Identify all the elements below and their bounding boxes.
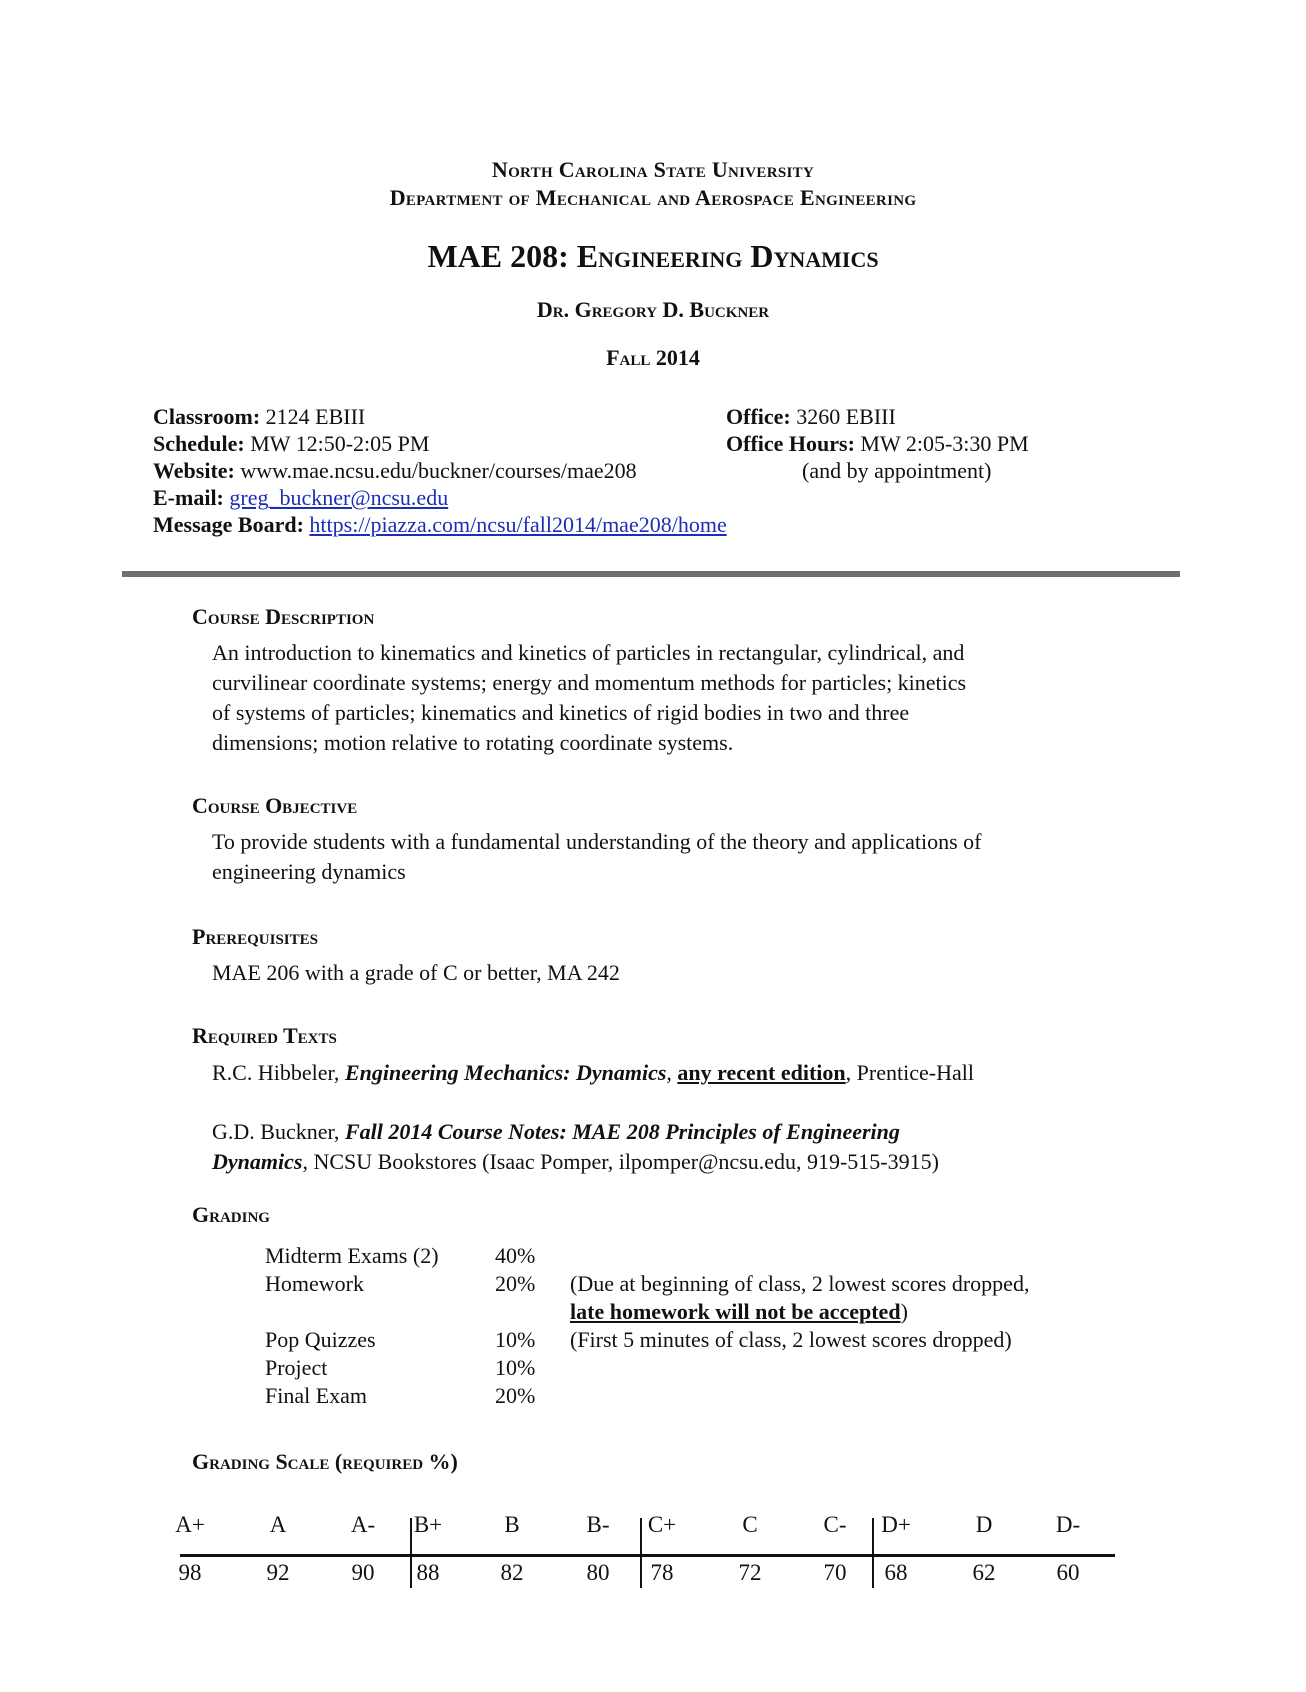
scale-divider bbox=[410, 1518, 412, 1588]
description-line: An introduction to kinematics and kinetics of particles in rectangular, cylindrical, and bbox=[212, 640, 965, 665]
board-link[interactable]: https://piazza.com/ncsu/fall2014/mae208/home bbox=[309, 512, 727, 537]
grading-item: Midterm Exams (2) bbox=[265, 1243, 439, 1268]
grading-item bbox=[265, 1298, 439, 1326]
text2-author: G.D. Buckner, bbox=[212, 1119, 340, 1144]
grading-pct: 20% bbox=[495, 1271, 536, 1296]
objective-heading: Course Objective bbox=[192, 793, 358, 818]
hours-line bbox=[726, 430, 1029, 457]
grading-pct bbox=[495, 1298, 535, 1326]
schedule-value: MW 12:50-2:05 PM bbox=[250, 431, 430, 456]
grading-pct: 10% bbox=[495, 1355, 536, 1380]
late-homework-note: late homework will not be accepted bbox=[570, 1299, 901, 1324]
scale-grade: D bbox=[975, 1512, 993, 1537]
department-name: Department of Mechanical and Aerospace Engineering bbox=[389, 185, 917, 210]
text1-title: Engineering Mechanics: Dynamics bbox=[344, 1060, 667, 1085]
grading-pct: 40% bbox=[495, 1243, 536, 1268]
course-code: MAE 208: bbox=[427, 238, 569, 274]
scale-rule bbox=[180, 1554, 1115, 1557]
scale-divider bbox=[872, 1518, 874, 1588]
info-left bbox=[153, 403, 727, 538]
scale-heading: Grading Scale (required %) bbox=[192, 1449, 458, 1474]
schedule-line bbox=[153, 430, 727, 457]
website-value: www.mae.ncsu.edu/buckner/courses/mae208 bbox=[240, 458, 637, 483]
grading-notes bbox=[570, 1242, 1029, 1354]
grading-note: (Due at beginning of class, 2 lowest scores dropped, bbox=[570, 1271, 1030, 1296]
scale-min: 80 bbox=[586, 1560, 610, 1585]
scale-grade: C- bbox=[823, 1512, 847, 1537]
description-text bbox=[212, 638, 966, 758]
hours-label: Office Hours: bbox=[726, 431, 855, 456]
text1-publisher: , Prentice-Hall bbox=[845, 1060, 974, 1085]
hours-note: (and by appointment) bbox=[802, 458, 992, 483]
course-name: Engineering Dynamics bbox=[576, 238, 879, 274]
term: Fall 2014 bbox=[606, 345, 700, 370]
text2-rest: , NCSU Bookstores (Isaac Pomper, ilpomper@ncsu.edu, 919-515-3915) bbox=[302, 1149, 939, 1174]
text2-title-line2: Dynamics bbox=[212, 1149, 303, 1174]
board-line bbox=[153, 511, 727, 538]
grading-note bbox=[570, 1298, 1029, 1326]
office-line bbox=[726, 403, 1029, 430]
scale-min: 70 bbox=[823, 1560, 847, 1585]
scale-grade: C+ bbox=[647, 1512, 677, 1537]
scale-min: 82 bbox=[500, 1560, 524, 1585]
scale-grade: A bbox=[269, 1512, 287, 1537]
description-line: dimensions; motion relative to rotating coordinate systems. bbox=[212, 730, 734, 755]
grading-item: Project bbox=[265, 1355, 328, 1380]
office-value: 3260 EBIII bbox=[796, 404, 896, 429]
description-heading: Course Description bbox=[192, 604, 375, 629]
office-label: Office: bbox=[726, 404, 791, 429]
text1: R.C. Hibbeler, Engineering Mechanics: Dynamics, any recent edition, Prentice-Hall bbox=[212, 1060, 974, 1085]
scale-grade: B- bbox=[586, 1512, 610, 1537]
scale-min: 60 bbox=[1056, 1560, 1080, 1585]
email-line bbox=[153, 484, 727, 511]
description-line: of systems of particles; kinematics and kinetics of rigid bodies in two and three bbox=[212, 700, 910, 725]
objective-text bbox=[212, 827, 982, 887]
objective-line: engineering dynamics bbox=[212, 859, 406, 884]
scale-grade: D+ bbox=[881, 1512, 911, 1537]
scale-min: 72 bbox=[738, 1560, 762, 1585]
scale-min: 98 bbox=[178, 1560, 202, 1585]
scale-min: 92 bbox=[266, 1560, 290, 1585]
scale-min: 68 bbox=[884, 1560, 908, 1585]
text2-title-line1: Fall 2014 Course Notes: MAE 208 Principles of Engineering bbox=[344, 1119, 900, 1144]
grading-items bbox=[265, 1242, 439, 1410]
grading-note bbox=[570, 1242, 1029, 1270]
grading-pct: 20% bbox=[495, 1383, 536, 1408]
late-homework-tail: ) bbox=[900, 1299, 908, 1324]
divider-rule bbox=[122, 571, 1180, 577]
website-label: Website: bbox=[153, 458, 235, 483]
scale-grade: B bbox=[504, 1512, 520, 1537]
schedule-label: Schedule: bbox=[153, 431, 245, 456]
board-label: Message Board: bbox=[153, 512, 304, 537]
scale-min: 88 bbox=[416, 1560, 440, 1585]
objective-line: To provide students with a fundamental understanding of the theory and applications of bbox=[212, 829, 982, 854]
info-right bbox=[726, 403, 1029, 484]
text2 bbox=[212, 1117, 939, 1177]
scale-min: 78 bbox=[650, 1560, 674, 1585]
grading-item: Final Exam bbox=[265, 1383, 368, 1408]
university-name: North Carolina State University bbox=[491, 157, 815, 182]
grading-heading: Grading bbox=[192, 1202, 270, 1227]
email-link[interactable]: greg_buckner@ncsu.edu bbox=[229, 485, 449, 510]
classroom-label: Classroom: bbox=[153, 404, 261, 429]
scale-min: 62 bbox=[972, 1560, 996, 1585]
classroom-line bbox=[153, 403, 727, 430]
scale-grade: B+ bbox=[413, 1512, 443, 1537]
grading-item: Pop Quizzes bbox=[265, 1327, 376, 1352]
scale-divider bbox=[640, 1518, 642, 1588]
grading-pct: 10% bbox=[495, 1327, 536, 1352]
course-title bbox=[0, 238, 1306, 275]
scale-grade: C bbox=[742, 1512, 758, 1537]
hours-value: MW 2:05-3:30 PM bbox=[860, 431, 1029, 456]
prereq-heading: Prerequisites bbox=[192, 924, 318, 949]
classroom-value: 2124 EBIII bbox=[265, 404, 366, 429]
website-line bbox=[153, 457, 727, 484]
email-label: E-mail: bbox=[153, 485, 224, 510]
prereq-text: MAE 206 with a grade of C or better, MA 242 bbox=[212, 960, 620, 985]
grading-note: (First 5 minutes of class, 2 lowest scores dropped) bbox=[570, 1327, 1012, 1352]
scale-grade: D- bbox=[1055, 1512, 1081, 1537]
text1-edition: any recent edition bbox=[677, 1060, 846, 1085]
grading-percents bbox=[495, 1242, 535, 1410]
scale-min: 90 bbox=[351, 1560, 375, 1585]
scale-grade: A- bbox=[350, 1512, 376, 1537]
scale-grade: A+ bbox=[175, 1512, 205, 1537]
instructor-name: Dr. Gregory D. Buckner bbox=[536, 297, 770, 322]
grading-item: Homework bbox=[265, 1271, 364, 1296]
description-line: curvilinear coordinate systems; energy and momentum methods for particles; kinetics bbox=[212, 670, 967, 695]
texts-heading: Required Texts bbox=[192, 1023, 337, 1048]
text1-author: R.C. Hibbeler, bbox=[212, 1060, 340, 1085]
